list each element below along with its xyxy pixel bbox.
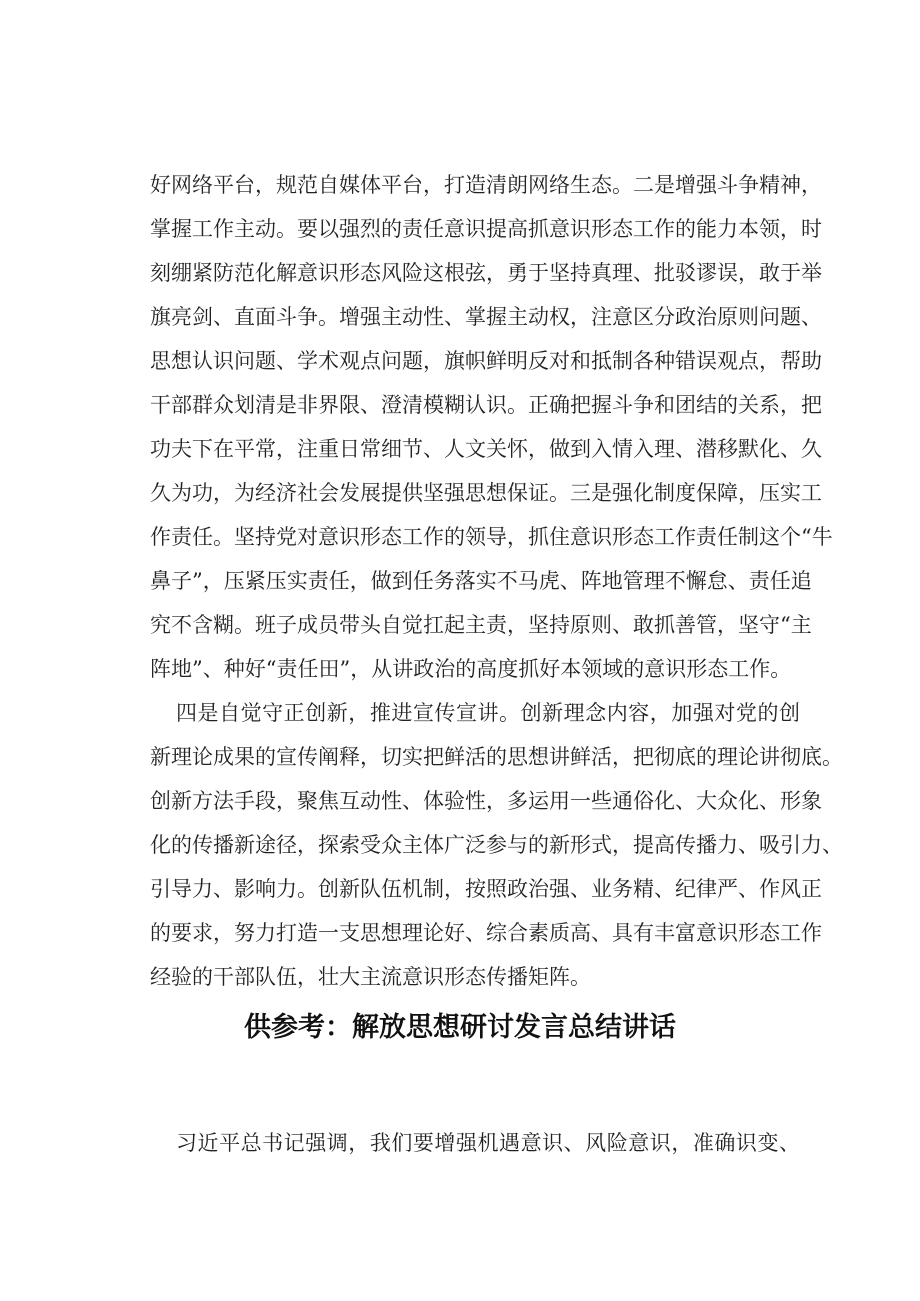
paragraph-2-line-2: 新理论成果的宣传阐释，切实把鲜活的思想讲鲜活，把彻底的理论讲彻底。 <box>150 745 843 769</box>
paragraph-1-line-9: 作责任。坚持党对意识形态工作的领导，抓住意识形态工作责任制这个“牛 <box>150 525 833 549</box>
paragraph-1-line-3: 刻绷紧防范化解意识形态风险这根弦，勇于坚持真理、批驳谬误，敢于举 <box>150 261 822 285</box>
paragraph-1-line-12: 阵地”、种好“责任田”，从讲政治的高度抓好本领域的意识形态工作。 <box>150 657 792 681</box>
paragraph-1-line-5: 思想认识问题、学术观点问题，旗帜鲜明反对和抵制各种错误观点，帮助 <box>150 349 822 373</box>
section-heading: 供参考：解放思想研讨发言总结讲话 <box>244 1012 676 1043</box>
paragraph-2-line-7: 经验的干部队伍，壮大主流意识形态传播矩阵。 <box>150 965 591 989</box>
paragraph-1-line-1: 好网络平台，规范自媒体平台，打造清朗网络生态。二是增强斗争精神， <box>150 173 822 197</box>
paragraph-1-line-6: 干部群众划清是非界限、澄清模糊认识。正确把握斗争和团结的关系，把 <box>150 393 822 417</box>
paragraph-1-line-10: 鼻子”，压紧压实责任，做到任务落实不马虎、阵地管理不懈怠、责任追 <box>150 569 812 593</box>
paragraph-2-line-1: 四是自觉守正创新，推进宣传宣讲。创新理念内容，加强对党的创 <box>176 701 800 725</box>
closing-paragraph-line-1: 习近平总书记强调，我们要增强机遇意识、风险意识，准确识变、 <box>176 1131 800 1155</box>
paragraph-2-line-6: 的要求，努力打造一支思想理论好、综合素质高、具有丰富意识形态工作 <box>150 921 822 945</box>
paragraph-1-line-7: 功夫下在平常，注重日常细节、人文关怀，做到入情入理、潜移默化、久 <box>150 437 822 461</box>
paragraph-1-line-4: 旗亮剑、直面斗争。增强主动性、掌握主动权，注意区分政治原则问题、 <box>150 305 822 329</box>
paragraph-2-line-3: 创新方法手段，聚焦互动性、体验性，多运用一些通俗化、大众化、形象 <box>150 789 822 813</box>
paragraph-2-line-5: 引导力、影响力。创新队伍机制，按照政治强、业务精、纪律严、作风正 <box>150 877 822 901</box>
paragraph-2-line-4: 化的传播新途径，探索受众主体广泛参与的新形式，提高传播力、吸引力、 <box>150 833 843 857</box>
paragraph-1-line-2: 掌握工作主动。要以强烈的责任意识提高抓意识形态工作的能力本领，时 <box>150 217 822 241</box>
paragraph-1-line-8: 久为功，为经济社会发展提供坚强思想保证。三是强化制度保障，压实工 <box>150 481 822 505</box>
paragraph-1-line-11: 究不含糊。班子成员带头自觉扛起主责，坚持原则、敢抓善管，坚守“主 <box>150 613 812 637</box>
